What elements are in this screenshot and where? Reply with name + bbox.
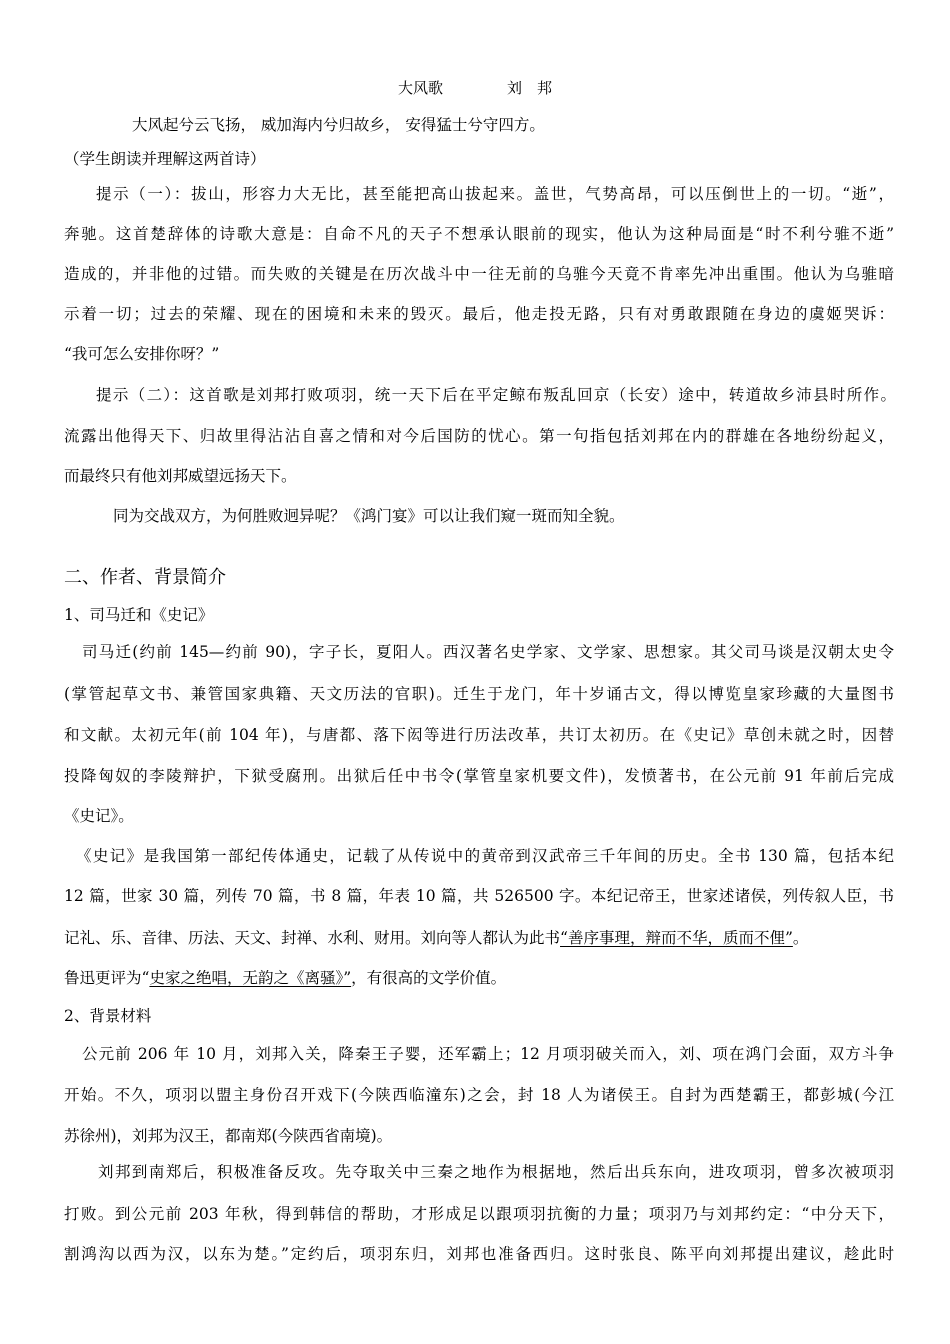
p2-line-1: 《史记》是我国第一部纪传体通史，记载了从传说中的黄帝到汉武帝三千年间的历史。全书 130 篇，包括本纪 (76, 847, 894, 865)
reading-instruction: （学生朗读并理解这两首诗） (64, 150, 266, 168)
section-heading: 二、作者、背景简介 (64, 567, 226, 588)
hint2-line-1: 提示（二）：这首歌是刘邦打败项羽，统一天下后在平定鲸布叛乱回京（长安）途中，转道故乡沛县时所作。 (96, 386, 896, 404)
p2-line-2: 12 篇，世家 30 篇，列传 70 篇，书 8 篇，年表 10 篇，共 526500 字。本纪记帝王，世家述诸侯，列传叙人臣，书 (64, 887, 894, 905)
p1-line-1: 司马迁(约前 145—约前 90)，字子长，夏阳人。西汉著名史学家、文学家、思想家。其父司马谈是汉朝太史令 (82, 643, 894, 661)
hint1-line-4: 示着一切；过去的荣耀、现在的困境和未来的毁灭。最后，他走投无路，只有对勇敢跟随在身边的虞姬哭诉： (64, 305, 894, 323)
quote-lu-xun: 史家之绝唱，无韵之《离骚》” (149, 969, 352, 987)
transition-sentence: 同为交战双方，为何胜败迥异呢？《鸿门宴》可以让我们窥一斑而知全貌。 (113, 507, 625, 525)
poem-title-line (0, 78, 950, 98)
p1-line-5: 《史记》。 (64, 807, 134, 825)
p2-line-3-end: 。 (792, 929, 809, 947)
p2-line-4-text: 鲁迅更评为“ (64, 969, 150, 987)
poem-author: 刘 邦 (507, 79, 553, 97)
p2-line-4 (64, 968, 894, 988)
p2-line-3 (64, 928, 894, 948)
p4-line-1: 刘邦到南郑后，积极准备反攻。先夺取关中三秦之地作为根据地，然后出兵东向，进攻项羽，曾多次被项羽 (98, 1163, 894, 1181)
p2-line-4-end: ，有很高的文学价值。 (351, 969, 507, 987)
subheading-background: 2、背景材料 (64, 1007, 152, 1025)
hint1-line-1: 提示（一）：拔山，形容力大无比，甚至能把高山拔起来。盖世，气势高昂，可以压倒世上的一切。“逝”， (96, 185, 894, 203)
p3-line-2: 开始。不久，项羽以盟主身份召开戏下(今陕西临潼东)之会，封 18 人为诸侯王。自封为西楚霸王，都彭城(今江 (64, 1086, 894, 1104)
poem-title: 大风歌 (397, 79, 443, 97)
hint1-line-5: “我可怎么安排你呀？” (64, 345, 220, 363)
p1-line-4: 投降匈奴的李陵辩护，下狱受腐刑。出狱后任中书令(掌管皇家机要文件)，发愤著书，在公元前 91 年前后完成 (64, 767, 894, 785)
quote-liu-xiang: “善序事理，辩而不华，质而不俚” (560, 929, 793, 947)
poem-text: 大风起兮云飞扬， 威加海内兮归故乡， 安得猛士兮守四方。 (132, 116, 545, 134)
p3-line-1: 公元前 206 年 10 月，刘邦入关，降秦王子婴，还军霸上；12 月项羽破关而入，刘、项在鸿门会面，双方斗争 (82, 1045, 894, 1063)
p3-line-3: 苏徐州)，刘邦为汉王，都南郑(今陕西省南境)。 (64, 1127, 393, 1145)
p1-line-2: (掌管起草文书、兼管国家典籍、天文历法的官职)。迁生于龙门，年十岁诵古文，得以博览皇家珍藏的大量图书 (64, 685, 894, 703)
p2-line-3-text: 记礼、乐、音律、历法、天文、封禅、水利、财用。刘向等人都认为此书 (64, 929, 561, 947)
p1-line-3: 和文献。太初元年(前 104 年)，与唐都、落下闳等进行历法改革，共订太初历。在《史记》草创未就之时，因替 (64, 726, 894, 744)
p4-line-3: 割鸿沟以西为汉，以东为楚。”定约后，项羽东归，刘邦也准备西归。这时张良、陈平向刘邦提出建议，趁此时 (64, 1245, 894, 1263)
subheading-author: 1、司马迁和《史记》 (64, 606, 214, 624)
hint2-line-2: 流露出他得天下、归故里得沾沾自喜之情和对今后国防的忧心。第一句指包括刘邦在内的群雄在各地纷纷起义， (64, 427, 894, 445)
hint1-line-3: 造成的，并非他的过错。而失败的关键是在历次战斗中一往无前的乌骓今天竟不肯率先冲出重围。他认为乌骓暗 (64, 265, 894, 283)
hint1-line-2: 奔驰。这首楚辞体的诗歌大意是：自命不凡的天子不想承认眼前的现实，他认为这种局面是“时不利兮骓不逝” (64, 225, 894, 243)
hint2-line-3: 而最终只有他刘邦威望远扬天下。 (64, 467, 297, 485)
p4-line-2: 打败。到公元前 203 年秋，得到韩信的帮助，才形成足以跟项羽抗衡的力量；项羽乃与刘邦约定：“中分天下， (64, 1205, 894, 1223)
